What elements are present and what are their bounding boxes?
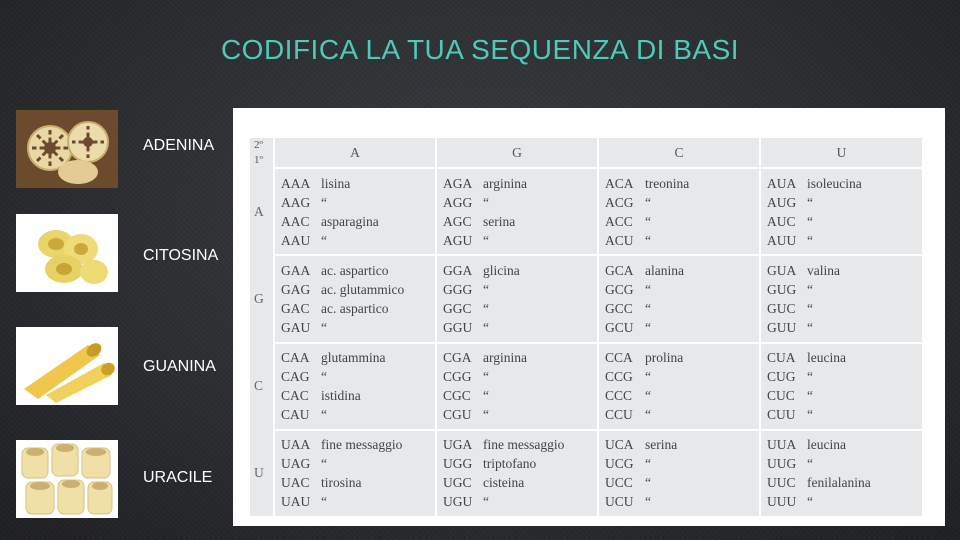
amino-acid: “ [483,407,489,423]
amino-acid: asparagina [321,213,379,229]
amino-acid: fine messaggio [483,437,565,453]
codon: CGC [443,388,471,404]
amino-acid: “ [483,281,489,297]
amino-acid: “ [645,300,651,316]
amino-acid: valina [807,262,840,278]
codon: ACC [605,213,633,229]
codon-line [767,405,922,424]
amino-acid: leucina [807,437,846,453]
codon-line [281,174,435,193]
row-label: A [250,168,274,255]
amino-acid: lisina [321,175,351,191]
codon-line [281,405,435,424]
amino-acid: serina [645,437,678,453]
codon: CCU [605,407,633,423]
codon: GUC [767,300,796,316]
amino-acid: isoleucina [807,175,862,191]
amino-acid: “ [321,494,327,510]
codon-line [443,212,597,231]
genetic-code-table [250,138,922,516]
amino-acid: “ [321,407,327,423]
amino-acid: ac. glutammico [321,281,405,297]
row-label: U [250,430,274,516]
row-label: C [250,343,274,430]
codon: GUG [767,281,797,297]
amino-acid: leucina [807,350,846,366]
codon-cell [436,343,598,430]
amino-acid: glicina [483,262,520,278]
codon-line [281,193,435,212]
codon-line [767,435,922,454]
amino-acid: “ [321,194,327,210]
amino-acid: “ [807,369,813,385]
codon-line [443,405,597,424]
codon-line [281,435,435,454]
codon-line [281,348,435,367]
codon: AAA [281,175,311,191]
codon-cell [436,255,598,342]
amino-acid: “ [807,281,813,297]
amino-acid: “ [807,300,813,316]
codon: UAC [281,475,310,491]
amino-acid: “ [807,494,813,510]
codon: CGA [443,350,472,366]
codon: UGA [443,437,473,453]
codon: ACA [605,175,634,191]
codon-cell [274,168,436,255]
codon: AAG [281,194,311,210]
codon: UAA [281,437,311,453]
slide-title: CODIFICA LA TUA SEQUENZA DI BASI [220,34,740,65]
codon: GCC [605,300,633,316]
codon: GGC [443,300,472,316]
codon-line [767,299,922,318]
codon: UCC [605,475,633,491]
codon-line [443,492,597,511]
codon: GAA [281,262,311,278]
codon-line [443,367,597,386]
codon-line [281,454,435,473]
codon-cell [760,255,922,342]
amino-acid: ac. aspartico [321,300,389,316]
amino-acid: “ [483,319,489,335]
codon-line [767,492,922,511]
amino-acid: “ [645,232,651,248]
codon-line [605,261,759,280]
codon: CCA [605,350,633,366]
codon: CGG [443,369,472,385]
codon-line [767,386,922,405]
codon: UGC [443,475,472,491]
amino-acid: “ [645,213,651,229]
amino-acid: “ [483,232,489,248]
amino-acid: “ [321,319,327,335]
amino-acid: ac. aspartico [321,262,389,278]
table-row [250,168,922,255]
codon: AAC [281,213,310,229]
amino-acid: “ [483,388,489,404]
amino-acid: serina [483,213,516,229]
codon: UGU [443,494,473,510]
codon: AUC [767,213,796,229]
amino-acid: “ [807,194,813,210]
amino-acid: tirosina [321,475,362,491]
codon-line [767,231,922,250]
base-label-guanina: GUANINA [143,358,216,375]
codon-line [443,299,597,318]
amino-acid: glutammina [321,350,386,366]
codon-cell [760,430,922,516]
codon: CUG [767,369,796,385]
genetic-code-panel [233,108,945,526]
codon-line [605,231,759,250]
codon-line [443,435,597,454]
codon-line [767,212,922,231]
codon-line [281,212,435,231]
amino-acid: treonina [645,175,690,191]
amino-acid: “ [645,281,651,297]
row-label: G [250,255,274,342]
codon: UUU [767,494,797,510]
codon-line [281,386,435,405]
amino-acid: “ [321,232,327,248]
amino-acid: “ [807,388,813,404]
codon: GAU [281,319,311,335]
codon-line [281,280,435,299]
base-label-citosina: CITOSINA [143,247,219,264]
amino-acid: triptofano [483,456,537,472]
codon-line [605,473,759,492]
amino-acid: “ [321,369,327,385]
codon-cell [598,343,760,430]
column-header-g: G [436,138,598,168]
amino-acid: “ [645,407,651,423]
codon-line [605,435,759,454]
codon: AGU [443,232,473,248]
codon: CGU [443,407,472,423]
codon: GUU [767,319,797,335]
codon-line [443,473,597,492]
amino-acid: “ [321,456,327,472]
codon-line [281,492,435,511]
codon: CAG [281,369,310,385]
codon-line [443,231,597,250]
codon-cell [274,343,436,430]
codon: GUA [767,262,797,278]
codon-line [767,367,922,386]
codon-line [443,261,597,280]
codon: CUU [767,407,796,423]
column-header-c: C [598,138,760,168]
codon-line [767,261,922,280]
lumache-pasta-image [16,214,118,292]
codon-line [281,318,435,337]
codon: AGG [443,194,473,210]
codon-line [767,454,922,473]
codon: AUA [767,175,797,191]
codon-cell [274,255,436,342]
codon: UUG [767,456,797,472]
codon: CUA [767,350,796,366]
codon: GCA [605,262,634,278]
codon: GGU [443,319,473,335]
codon: ACU [605,232,634,248]
penne-pasta-image [16,327,118,405]
corner-second-position: 2º [254,139,263,151]
codon: CCC [605,388,633,404]
amino-acid: “ [645,456,651,472]
codon-line [281,231,435,250]
amino-acid: arginina [483,350,527,366]
codon-line [767,348,922,367]
codon: CCG [605,369,633,385]
amino-acid: “ [645,319,651,335]
codon: GCG [605,281,634,297]
codon-line [605,348,759,367]
codon-cell [598,430,760,516]
codon-line [443,280,597,299]
codon-cell [436,168,598,255]
amino-acid: “ [807,232,813,248]
codon: AGA [443,175,473,191]
amino-acid: fenilalanina [807,475,871,491]
codon: GGG [443,281,473,297]
codon-cell [598,168,760,255]
codon-line [281,367,435,386]
amino-acid: “ [807,213,813,229]
codon: GGA [443,262,473,278]
codon: GAG [281,281,311,297]
amino-acid: cisteina [483,475,525,491]
codon: AUG [767,194,797,210]
codon: AGC [443,213,472,229]
amino-acid: “ [645,388,651,404]
codon-line [605,174,759,193]
codon-cell [760,168,922,255]
codon: GAC [281,300,310,316]
codon: CAU [281,407,310,423]
codon-line [605,280,759,299]
codon-line [605,193,759,212]
codon-cell [598,255,760,342]
amino-acid: “ [807,456,813,472]
codon-cell [436,430,598,516]
rigatoni-pasta-image [16,440,118,518]
base-label-adenina: ADENINA [143,137,215,154]
codon: CUC [767,388,795,404]
codon-line [281,261,435,280]
codon: AUU [767,232,797,248]
codon-line [443,174,597,193]
column-header-u: U [760,138,922,168]
codon: UGG [443,456,473,472]
table-corner [250,138,274,168]
table-row [250,255,922,342]
codon-line [767,280,922,299]
codon-line [443,348,597,367]
amino-acid: “ [807,319,813,335]
codon-cell [760,343,922,430]
amino-acid: alanina [645,262,684,278]
amino-acid: “ [645,369,651,385]
codon: UCU [605,494,634,510]
codon: UUA [767,437,797,453]
amino-acid: “ [483,300,489,316]
amino-acid: “ [483,369,489,385]
codon-line [281,473,435,492]
codon-line [767,318,922,337]
amino-acid: “ [483,194,489,210]
codon-line [605,212,759,231]
amino-acid: prolina [645,350,684,366]
codon: UAU [281,494,311,510]
codon: CAA [281,350,310,366]
codon-line [605,492,759,511]
amino-acid: “ [483,494,489,510]
codon-line [767,193,922,212]
codon-line [605,386,759,405]
codon: UUC [767,475,796,491]
column-header-a: A [274,138,436,168]
codon-line [443,318,597,337]
codon-line [605,299,759,318]
codon-cell [274,430,436,516]
codon-line [281,299,435,318]
codon-line [605,318,759,337]
table-row [250,343,922,430]
amino-acid: “ [645,194,651,210]
codon-line [605,367,759,386]
codon: UCG [605,456,634,472]
amino-acid: istidina [321,388,361,404]
codon: AAU [281,232,311,248]
base-label-uracile: URACILE [143,469,213,486]
codon-line [605,405,759,424]
amino-acid: fine messaggio [321,437,403,453]
rotelle-pasta-image [16,110,118,188]
codon: ACG [605,194,634,210]
codon-line [605,454,759,473]
codon: UCA [605,437,634,453]
codon-line [767,473,922,492]
amino-acid: “ [807,407,813,423]
corner-first-position: 1º [254,154,263,166]
amino-acid: arginina [483,175,527,191]
codon-line [767,174,922,193]
table-row [250,430,922,516]
codon: UAG [281,456,311,472]
amino-acid: “ [645,494,651,510]
codon-line [443,386,597,405]
amino-acid: “ [645,475,651,491]
codon-line [443,193,597,212]
codon: CAC [281,388,309,404]
codon: GCU [605,319,634,335]
codon-line [443,454,597,473]
